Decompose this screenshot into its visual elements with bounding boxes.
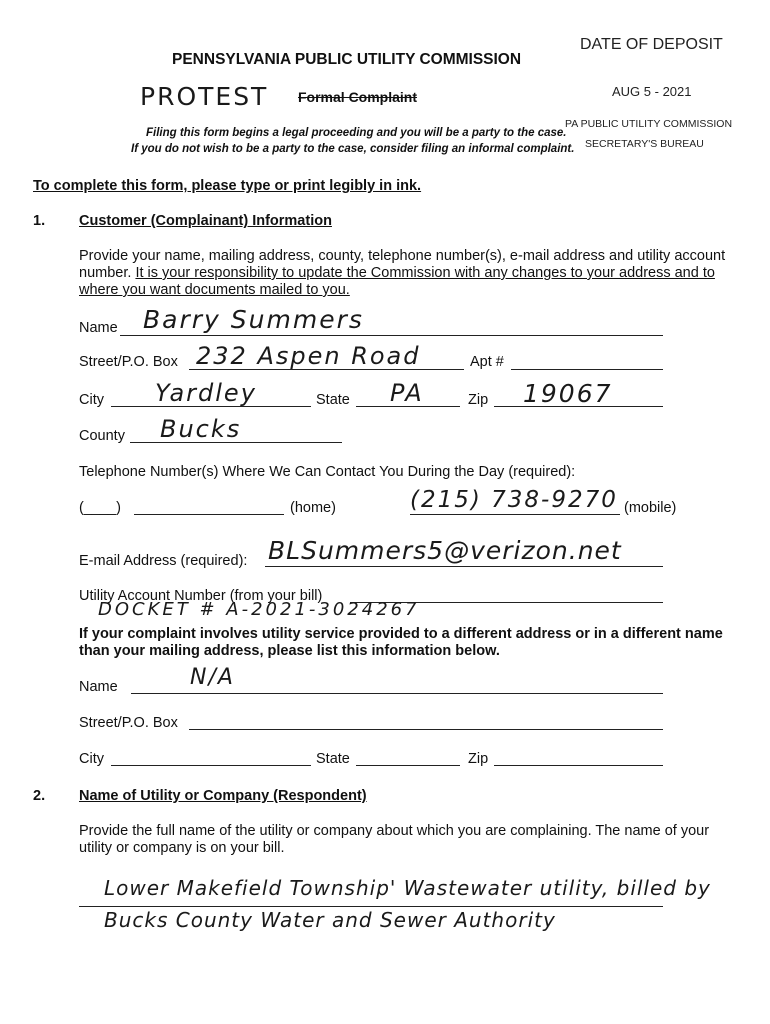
alt-name-value[interactable]: N/A <box>190 665 235 690</box>
city-value[interactable]: Yardley <box>155 379 257 407</box>
mobile-label: (mobile) <box>624 500 677 516</box>
email-line[interactable] <box>265 566 663 567</box>
section2-number: 2. <box>33 788 46 804</box>
section2-heading: Name of Utility or Company (Respondent) <box>79 788 367 804</box>
section2-intro <box>79 823 729 857</box>
zip-value[interactable]: 19067 <box>523 379 613 408</box>
county-value[interactable]: Bucks <box>160 415 242 443</box>
alt-street-line[interactable] <box>189 729 663 730</box>
respondent-line[interactable] <box>79 906 663 907</box>
alt-name-label: Name <box>79 679 118 695</box>
section1-number: 1. <box>33 213 46 229</box>
alt-name-line[interactable] <box>131 693 663 694</box>
alt-street-label: Street/P.O. Box <box>79 715 178 731</box>
filing-note-2: If you do not wish to be a party to the case, consider filing an informal complaint. <box>131 143 575 155</box>
stamp-date: AUG 5 - 2021 <box>612 84 692 99</box>
mobile-value[interactable]: (215) 738-9270 <box>410 487 618 513</box>
home-label: (home) <box>290 500 336 516</box>
county-label: County <box>79 428 125 444</box>
street-label: Street/P.O. Box <box>79 354 178 370</box>
street-value[interactable]: 232 Aspen Road <box>196 342 421 370</box>
different-address-text: If your complaint involves utility service provided to a different address or in a different name than your mailing address, please list this information below. <box>79 626 723 659</box>
alt-zip-label: Zip <box>468 751 489 767</box>
alt-state-label: State <box>316 751 350 767</box>
account-value[interactable]: DOCKET # A-2021-3024267 <box>98 599 420 620</box>
section1-heading: Customer (Complainant) Information <box>79 213 332 229</box>
name-line[interactable] <box>120 335 663 336</box>
section1-intro-plain: Provide your name, mailing address, county, telephone number(s), e-mail address and utility account number. <box>79 248 726 281</box>
account-label: Utility Account Number (from your bill) <box>79 588 323 604</box>
email-label: E-mail Address (required): <box>79 553 248 569</box>
alt-city-line[interactable] <box>111 765 311 766</box>
city-label: City <box>79 392 104 408</box>
instructions: To complete this form, please type or print legibly in ink. <box>33 178 422 194</box>
stamp-line1: PA PUBLIC UTILITY COMMISSION <box>565 118 733 130</box>
email-value[interactable]: BLSummers5@verizon.net <box>268 536 622 565</box>
stamp-line2: SECRETARY'S BUREAU <box>585 138 704 150</box>
apt-label: Apt # <box>470 354 504 370</box>
state-value[interactable]: PA <box>390 379 424 407</box>
home-area-code: (____) <box>79 500 121 516</box>
name-value[interactable]: Barry Summers <box>143 305 364 334</box>
zip-label: Zip <box>468 392 489 408</box>
different-address-note <box>79 626 729 660</box>
section1-intro <box>79 248 729 299</box>
mobile-phone-line[interactable] <box>410 514 620 515</box>
respondent-line2[interactable]: Bucks County Water and Sewer Authority <box>104 908 556 932</box>
alt-zip-line[interactable] <box>494 765 663 766</box>
name-label: Name <box>79 320 118 336</box>
section1-intro-underlined: It is your responsibility to update the Commission with any changes to your address and to where you want documents mailed to you. <box>79 265 715 298</box>
alt-state-line[interactable] <box>356 765 460 766</box>
commission-title: PENNSYLVANIA PUBLIC UTILITY COMMISSION <box>172 51 522 68</box>
apt-line[interactable] <box>511 369 663 370</box>
alt-city-label: City <box>79 751 104 767</box>
stamp-title: DATE OF DEPOSIT <box>580 36 723 53</box>
state-label: State <box>316 392 350 408</box>
protest-handwritten: PROTEST <box>140 82 269 111</box>
respondent-line1[interactable]: Lower Makefield Township' Wastewater utility, billed by <box>104 876 711 900</box>
telephone-prompt: Telephone Number(s) Where We Can Contact You During the Day (required): <box>79 464 576 480</box>
filing-note-1: Filing this form begins a legal proceeding and you will be a party to the case. <box>146 127 567 139</box>
formal-complaint-struck: Formal Complaint <box>298 89 418 105</box>
section2-intro-text: Provide the full name of the utility or company about which you are complaining. The name of your utility or company is on your bill. <box>79 823 710 856</box>
home-phone-line[interactable] <box>134 514 284 515</box>
